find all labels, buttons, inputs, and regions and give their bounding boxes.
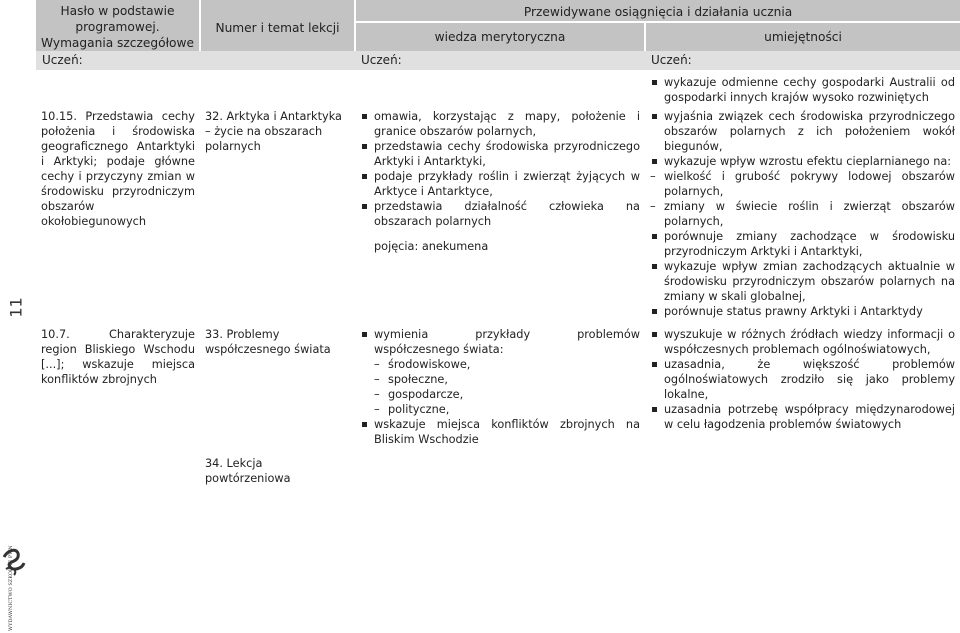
knowledge-subitem: – gospodarcze,	[374, 387, 640, 402]
skill-item: wyjaśnia związek cech środowiska przyrodniczego obszarów polarnych z ich położeniem wokół biegunów,	[650, 109, 955, 154]
skill-subitem: – zmiany w świecie roślin i zwierząt obszarów polarnych,	[650, 199, 955, 229]
knowledge-subitem: – społeczne,	[374, 372, 640, 387]
header-lesson: Numer i temat lekcji	[200, 0, 355, 51]
student-label: Uczeń:	[355, 51, 645, 70]
skill-item-text: wykazuje wpływ wzrostu efektu cieplarnianego na:	[664, 155, 952, 168]
page-number: 11	[6, 297, 26, 318]
skills-list	[650, 327, 955, 432]
header-skills: umiejętności	[645, 22, 960, 51]
knowledge-subitem: – środowiskowe,	[374, 357, 640, 372]
header-requirement: Hasło w podstawie programowej. Wymagania szczegółowe	[36, 0, 200, 51]
knowledge-item: wskazuje miejsca konfliktów zbrojnych na Bliskim Wschodzie	[360, 417, 640, 447]
knowledge-list	[360, 327, 640, 447]
lesson-32-title: 32. Arktyka i Antarktyka – życie na obszarach polarnych	[205, 110, 342, 153]
skill-item: wykazuje wpływ zmian zachodzących aktualnie w środowisku przyrodniczym obszarów polarnych na zmiany w skali globalnej,	[650, 259, 955, 304]
skill-item: wyszukuje w różnych źródłach wiedzy informacji o współczesnych problemach ogólnoświatowych,	[650, 327, 955, 357]
knowledge-item: podaje przykłady roślin i zwierząt żyjących w Arktyce i Antarktyce,	[360, 169, 640, 199]
knowledge-item-text: wymienia przykłady problemów współczesnego świata:	[374, 328, 640, 356]
skill-item: porównuje zmiany zachodzące w środowisku przyrodniczym Arktyki i Antarktyki,	[650, 229, 955, 259]
header-achievements: Przewidywane osiągnięcia i działania ucznia	[355, 0, 960, 22]
student-label: Uczeń:	[36, 51, 200, 70]
student-label-spacer	[200, 51, 355, 70]
knowledge-item: przedstawia działalność człowieka na obszarach polarnych	[360, 199, 640, 229]
terms-label: pojęcia:	[374, 240, 419, 253]
lesson-33-title: 33. Problemy współczesnego świata	[205, 328, 331, 356]
skill-item: uzasadnia potrzebę współpracy międzynarodowej w celu łagodzenia problemów światowych	[650, 402, 955, 432]
header-knowledge: wiedza merytoryczna	[355, 22, 645, 51]
knowledge-item	[360, 327, 640, 417]
publisher-logo-text: WYDAWNICTWO SZKOLNE PWN	[8, 545, 14, 631]
requirement-10-15: 10.15. Przedstawia cechy położenia i środowiska geograficznego Antarktyki i Arktyki; podaje główne cechy i przyczyny zmian w środowisku przyrodniczym obszarów okołobiegunowych	[41, 110, 195, 228]
intro-skill: wykazuje odmienne cechy gospodarki Australii od gospodarki innych krajów wysoko rozwiniętych	[650, 75, 955, 105]
terms-value: anekumena	[421, 240, 489, 253]
lesson-34-title: 34. Lekcja powtórzeniowa	[205, 457, 291, 485]
knowledge-list	[360, 109, 640, 229]
skill-item: uzasadnia, że większość problemów ogólnoświatowych zrodziło się jako problemy lokalne,	[650, 357, 955, 402]
curriculum-table	[36, 0, 960, 486]
knowledge-item: omawia, korzystając z mapy, położenie i granice obszarów polarnych,	[360, 109, 640, 139]
skills-list	[650, 109, 955, 319]
skill-item	[650, 154, 955, 229]
knowledge-subitem: – polityczne,	[374, 402, 640, 417]
knowledge-item: przedstawia cechy środowiska przyrodniczego Arktyki i Antarktyki,	[360, 139, 640, 169]
student-label: Uczeń:	[645, 51, 960, 70]
requirement-10-7: 10.7. Charakteryzuje region Bliskiego Wschodu [...]; wskazuje miejsca konfliktów zbrojnych	[41, 328, 195, 386]
skill-subitem: – wielkość i grubość pokrywy lodowej obszarów polarnych,	[650, 169, 955, 199]
publisher-logo-mark	[4, 550, 24, 575]
skill-item: porównuje status prawny Arktyki i Antarktydy	[650, 304, 955, 319]
publisher-logo	[0, 545, 30, 633]
